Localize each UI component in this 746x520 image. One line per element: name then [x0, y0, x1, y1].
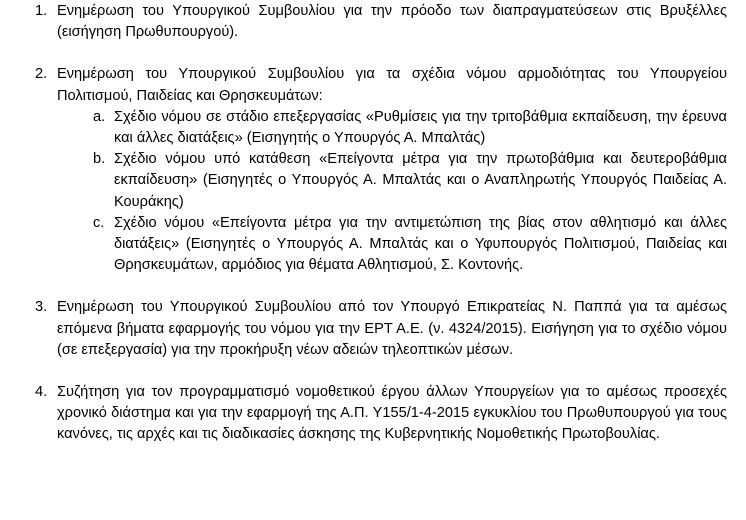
subitem-list	[57, 107, 727, 277]
spacer	[0, 276, 746, 297]
item-number: 4.	[35, 384, 48, 401]
subitem-text: Σχέδιο νόμου υπό κατάθεση «Επείγοντα μέτρα για την πρωτοβάθμια και δευτεροβάθμια εκπαίδευση» (Εισηγητές ο Υπουργός Α. Μπαλτάς και ο Αναπληρωτής Υπουργός Παιδείας Α. Κουράκης)	[114, 151, 727, 210]
item-number: 3.	[35, 299, 48, 316]
subitem-a	[93, 107, 727, 149]
subitem-text: Σχέδιο νόμου «Επείγοντα μέτρα για την αντιμετώπιση της βίας στον αθλητισμό και άλλες διατάξεις» (Εισηγητές ο Υπουργός Α. Μπαλτάς και ο Υφυπουργός Πολιτισμού, Παιδείας και Θρησκευμάτων, αρμόδιος για θέματα Αθλητισμού, Σ. Κοντονής.	[114, 214, 727, 274]
spacer	[0, 361, 746, 382]
agenda-item-1	[35, 1, 727, 43]
agenda-item-2	[35, 64, 727, 106]
subitem-letter: b.	[93, 151, 106, 168]
item-number: 1.	[35, 3, 48, 19]
spacer	[0, 43, 746, 64]
agenda-item-3	[35, 297, 727, 361]
subitem-text: Σχέδιο νόμου σε στάδιο επεξεργασίας «Ρυθμίσεις για την τριτοβάθμια εκπαίδευση, την έρευνα και άλλες διατάξεις» (Εισηγητής ο Υπουργός Α. Μπαλτάς)	[114, 108, 727, 147]
subitem-letter: a.	[93, 108, 106, 125]
item-number: 2.	[35, 66, 48, 83]
subitem-b	[93, 149, 727, 213]
item-text: Ενημέρωση του Υπουργικού Συμβουλίου από τον Υπουργό Επικρατείας Ν. Παππά για τα αμέσως επόμενα βήματα εφαρμογής του νόμου για την ΕΡΤ Α.Ε. (ν. 4324/2015). Εισήγηση για το σχέδιο νόμου (σε επεξεργασία) για την προκήρυξη νέων αδειών τηλεοπτικών μέσων.	[57, 299, 727, 358]
agenda-item-4	[35, 382, 727, 446]
agenda-document	[0, 1, 746, 446]
item-text: Συζήτηση για τον προγραμματισμό νομοθετικού έργου άλλων Υπουργείων για το αμέσως προσεχές χρονικό διάστημα και για την εφαρμογή της Α.Π. Υ155/1-4-2015 εγκυκλίου του Πρωθυπουργού για τους κανόνες, τις αρχές και τις διαδικασίες άσκησης της Κυβερνητικής Νομοθετικής Πρωτοβουλίας.	[57, 384, 727, 443]
item-text: Ενημέρωση του Υπουργικού Συμβουλίου για τα σχέδια νόμου αρμοδιότητας του Υπουργείου Πολιτισμού, Παιδείας και Θρησκευμάτων:	[57, 66, 727, 104]
subitem-c	[93, 213, 727, 277]
subitem-letter: c.	[93, 214, 105, 231]
item-text: Ενημέρωση του Υπουργικού Συμβουλίου για την πρόοδο των διαπραγματεύσεων στις Βρυξέλλες (εισήγηση Πρωθυπουργού).	[57, 3, 727, 41]
